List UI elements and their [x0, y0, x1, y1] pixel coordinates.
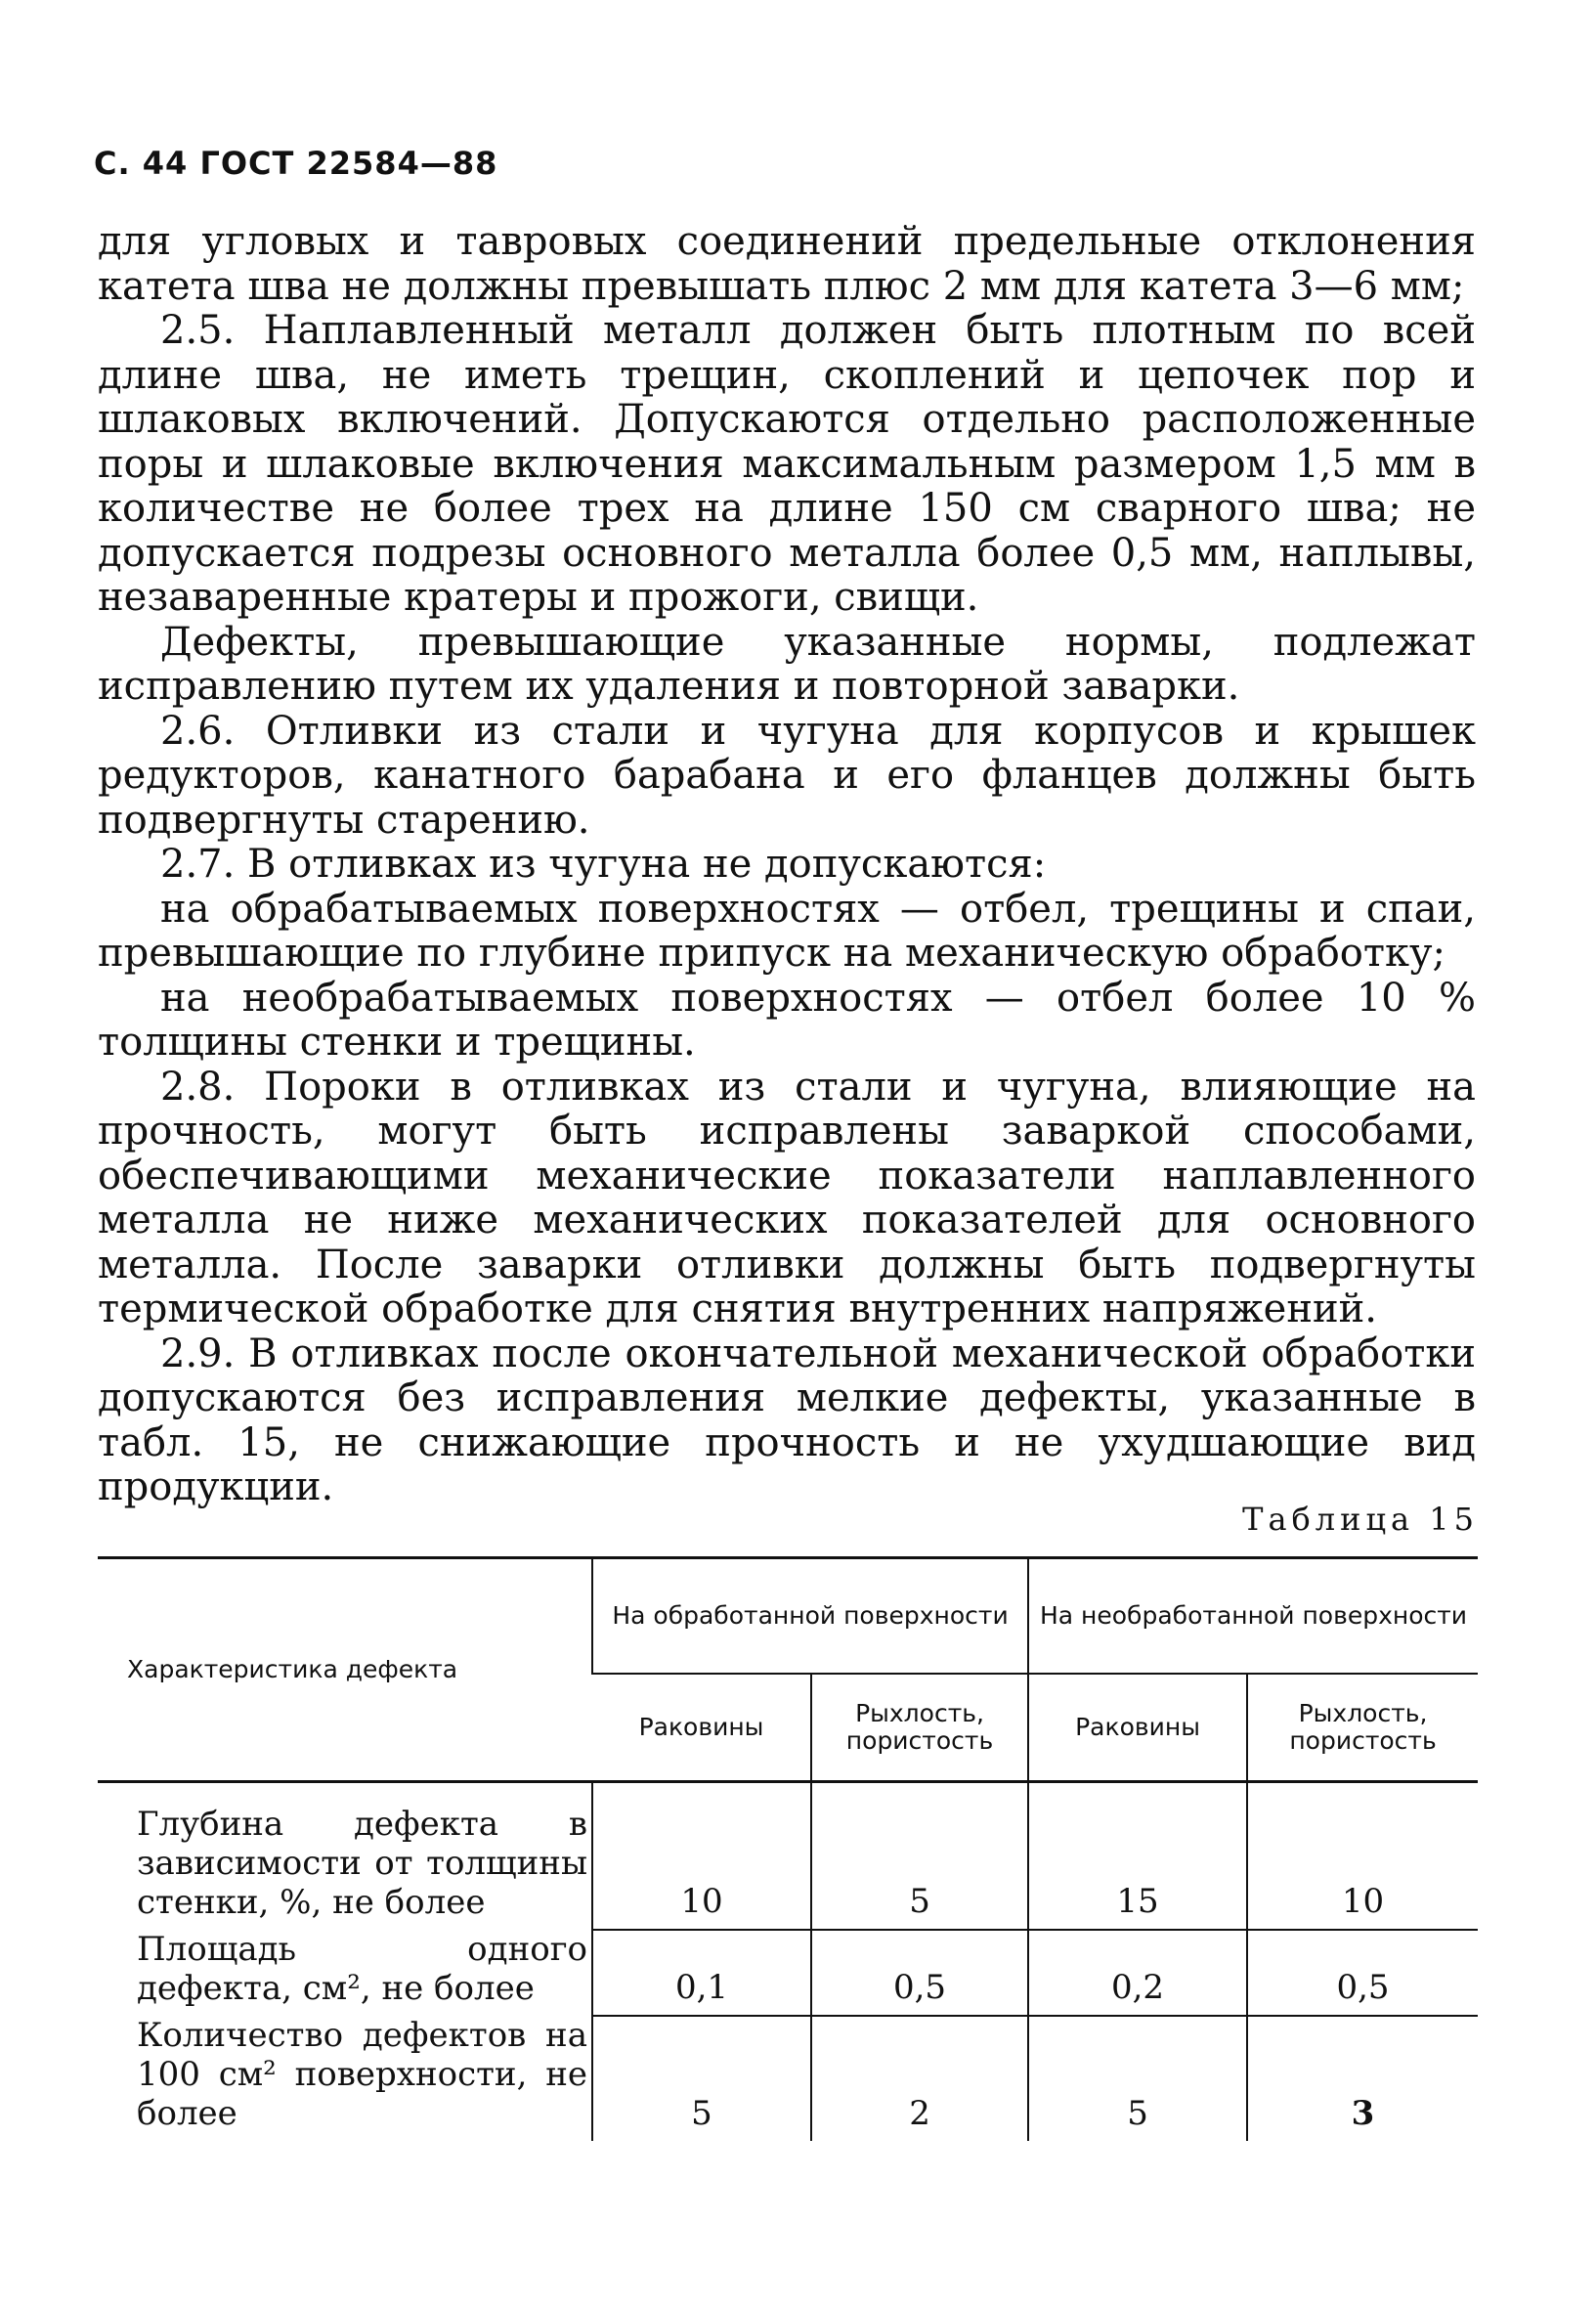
machined-surface-header: На обработанной поверхности: [592, 1558, 1028, 1675]
cell-value: 5: [1028, 2016, 1247, 2141]
cell-value: 0,5: [1247, 1930, 1478, 2016]
paragraph: 2.5. Наплавленный металл должен быть плотным по всей длине шва, не иметь трещин, скоплений и цепочек пор и шлаковых включений. Допускаются отдельно расположенные поры и шлаковые включения максимальным размером 1,5 мм в количестве не более трех на длине 150 см сварного шва; не допускается подрезы основного металла более 0,5 мм, наплывы, незаваренные кратеры и прожоги, свищи.: [98, 308, 1476, 620]
subheader-porosity: Рыхлость, пористость: [811, 1674, 1028, 1782]
cell-value: 0,5: [811, 1930, 1028, 2016]
cell-value: 3: [1247, 2016, 1478, 2141]
paragraph: на обрабатываемых поверхностях — отбел, трещины и спаи, превышающие по глубине припуск на механическую обработку;: [98, 886, 1476, 976]
cell-value: 15: [1028, 1782, 1247, 1931]
cell-value: 10: [1247, 1782, 1478, 1931]
cell-value: 10: [592, 1782, 811, 1931]
subheader-cavities: Раковины: [1028, 1674, 1247, 1782]
paragraph: 2.7. В отливках из чугуна не допускаются:: [160, 842, 1047, 887]
defects-table: [98, 1556, 1478, 2141]
body-text: [98, 220, 1476, 1510]
page-header: С. 44 ГОСТ 22584—88: [94, 145, 498, 182]
defect-characteristic-header: Характеристика дефекта: [98, 1558, 592, 1782]
paragraph: 2.8. Пороки в отливках из стали и чугуна, влияющие на прочность, могут быть исправлены заваркой способами, обеспечивающими механические показатели наплавленного металла не ниже механических показателей для основного металла. После заварки отливки должны быть подвергнуты термической обработке для снятия внутренних напряжений.: [98, 1064, 1476, 1331]
table-caption: Таблица 15: [1242, 1501, 1479, 1538]
unmachined-surface-header: На необработанной поверхности: [1028, 1558, 1478, 1675]
table-row: [98, 1782, 1478, 1931]
paragraph: для угловых и тавровых соединений предельные отклонения катета шва не должны превышать плюс 2 мм для катета 3—6 мм;: [98, 219, 1476, 309]
cell-value: 0,2: [1028, 1930, 1247, 2016]
paragraph: Дефекты, превышающие указанные нормы, подлежат исправлению путем их удаления и повторной заварки.: [98, 619, 1476, 709]
row-label: Количество дефектов на 100 см² поверхности, не более: [137, 2016, 587, 2133]
paragraph: 2.9. В отливках после окончательной механической обработки допускаются без исправления мелкие дефекты, указанные в табл. 15, не снижающие прочность и не ухудшающие вид продукции.: [98, 1330, 1476, 1509]
cell-value: 5: [592, 2016, 811, 2141]
table-header-row: [98, 1558, 1478, 1675]
table-row: [98, 2016, 1478, 2141]
subheader-cavities: Раковины: [592, 1674, 811, 1782]
row-label: Глубина дефекта в зависимости от толщины стенки, %, не более: [137, 1805, 587, 1922]
paragraph: 2.6. Отливки из стали и чугуна для корпусов и крышек редукторов, канатного барабана и его фланцев должны быть подвергнуты старению.: [98, 708, 1476, 843]
cell-value: 5: [811, 1782, 1028, 1931]
cell-value: 0,1: [592, 1930, 811, 2016]
cell-value: 2: [811, 2016, 1028, 2141]
row-label: Площадь одного дефекта, см², не более: [137, 1930, 587, 2008]
subheader-porosity: Рыхлость, пористость: [1247, 1674, 1478, 1782]
table-row: [98, 1930, 1478, 2016]
paragraph: на необрабатываемых поверхностях — отбел более 10 % толщины стенки и трещины.: [98, 975, 1476, 1065]
